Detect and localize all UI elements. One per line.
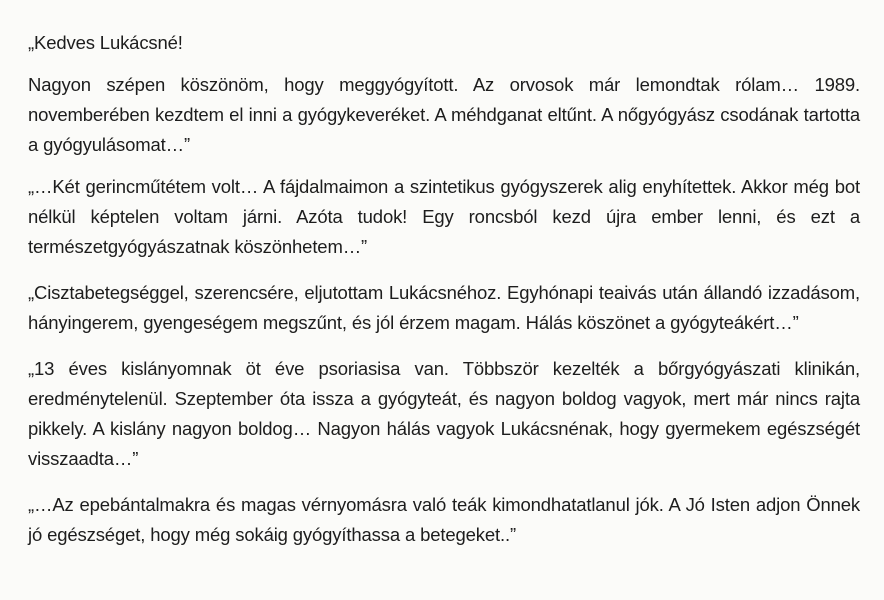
testimonial-3: „Cisztabetegséggel, szerencsére, eljutottam Lukácsnéhoz. Egyhónapi teaivás után állandó izzadásom, hányingerem, gyengeségem megszűnt, és jól érzem magam. Hálás köszönet a gyógyteákért…” (28, 282, 860, 333)
testimonial-2: „…Két gerincműtétem volt… A fájdalmaimon a szintetikus gyógyszerek alig enyhítettek. Akkor még bot nélkül képtelen voltam járni. Azóta tudok! Egy roncsból kezd újra ember lenni, és ezt a természetgyógyászatnak köszönhetem…” (28, 176, 860, 257)
testimonial-5: „…Az epebántalmakra és magas vérnyomásra való teák kimondhatatlanul jók. A Jó Isten adjon Önnek jó egészséget, hogy még sokáig gyógyíthassa a betegeket..” (28, 494, 860, 545)
testimonial-1: Nagyon szépen köszönöm, hogy meggyógyított. Az orvosok már lemondtak rólam… 1989. novemberében kezdtem el inni a gyógykeveréket. A méhdganat eltűnt. A nőgyógyász csodának tartotta a gyógyulásomat…” (28, 74, 860, 155)
testimonial-4: „13 éves kislányomnak öt éve psoriasisa van. Többször kezelték a bőrgyógyászati klinikán, eredménytelenül. Szeptember óta issza a gyógyteát, és nagyon boldog vagyok, mert már nincs rajta pikkely. A kislány nagyon boldog… Nagyon hálás vagyok Lukácsnénak, hogy gyermekem egészségét visszaadta…” (28, 358, 860, 469)
greeting-line: „Kedves Lukácsné! (28, 32, 183, 53)
